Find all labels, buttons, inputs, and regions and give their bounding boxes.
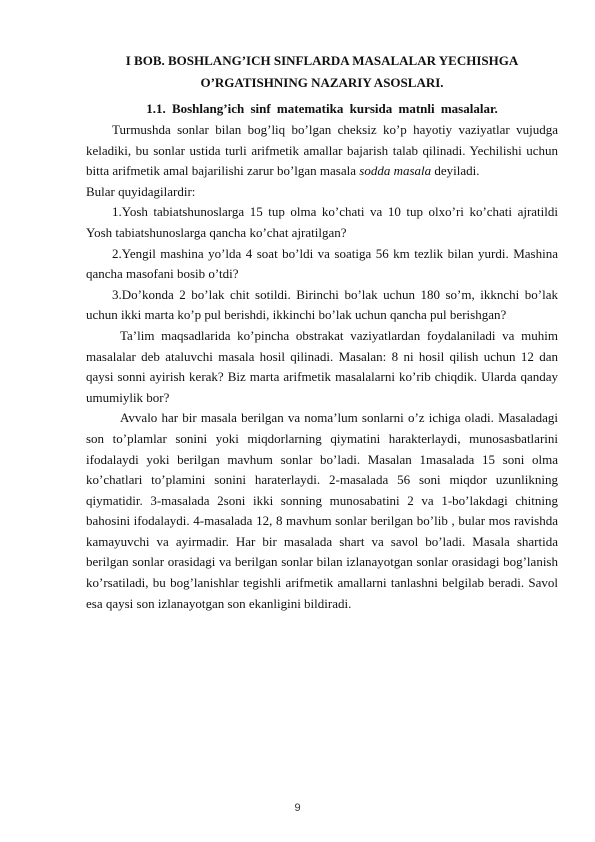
paragraph-abstract-situations: Ta’lim maqsadlarida ko’pincha obstrakat vaziyatlardan foydalaniladi va muhim masalalar deb ataluvchi masala hosil qilinadi. Masalan: 8 ni hosil qilish uchun 12 dan qaysi sonni ayirish kerak? Biz marta arifmetik masalalarni ko’rib chiqdik. Ularda qanday umumiylik bor?: [86, 327, 558, 405]
chapter-title-line1: I BOB. BOSHLANG’ICH SINFLARDA MASALALAR YECHISHGA: [125, 53, 519, 68]
paragraph-intro-text: Turmushda sonlar bilan bog’liq bo’lgan cheksiz ko’p hayotiy vaziyatlar vujudga keladiki, bu sonlar ustida turli arifmetik amallar bajarish talab qilinadi. Yechilishi uchun bitta arifmetik amal bajarilishi zarur bo’lgan masala: [86, 122, 558, 179]
problem-2: 2.Yengil mashina yo’lda 4 soat bo’ldi va soatiga 56 km tezlik bilan yurdi. Mashina qancha masofani bosib o’tdi?: [86, 245, 558, 282]
paragraph-intro: [86, 120, 558, 182]
paragraph-list-intro: Bular quyidagilardir:: [86, 183, 196, 199]
paragraph-intro-end: deyiladi.: [431, 163, 480, 179]
term-sodda-masala: sodda masala: [359, 163, 432, 179]
chapter-title-line2: O’RGATISHNING NAZARIY ASOSLARI.: [200, 75, 444, 90]
problem-1: 1.Yosh tabiatshunoslarga 15 tup olma ko’chati va 10 tup olxo’ri ko’chati ajratildi Yosh tabiatshunoslarga qancha ko’chat ajratilgan?: [86, 204, 558, 240]
section-title: 1.1. Boshlang’ich sinf matematika kursida matnli masalalar.: [146, 101, 498, 116]
document-page: [86, 50, 558, 614]
paragraph-analysis: Avvalo har bir masala berilgan va noma’lum sonlarni o’z ichiga oladi. Masaladagi son to’plamlar sonini yoki miqdorlarning qiymatini harakterlaydi, munosasbatlarini ifodalaydi yoki berilgan mavhum sonlar bo’ladi. Masalan 1masalada 15 soni olma ko’chatlari to’plamini sonini haraterlaydi. 2-masalada 56 soni miqdor uzunlikning qiymatidir. 3-masalada 2soni ikki sonning munosabatini 2 va 1-bo’lakdagi chitning bahosini ifodalaydi. 4-masalada 12, 8 mavhum sonlar berilgan bo’lib , bular mos ravishda kamayuvchi va ayirmadir. Har bir masalada shart va savol bo’ladi. Masala shartida berilgan sonlar orasidagi va berilgan sonlar bilan izlanayotgan sonlar orasidagi bog’lanish ko’rsatiladi, bu bog’lanishlar tegishli arifmetik amallarni tanlashni belgilab beradi. Savol esa qaysi son izlanayotgan son ekanligini bildiradi.: [86, 410, 558, 611]
page-number: 9: [294, 802, 301, 814]
problem-3: 3.Do’konda 2 bo’lak chit sotildi. Birinchi bo’lak uchun 180 so’m, ikknchi bo’lak uchun ikki marta ko’p pul berishdi, ikkinchi bo’lak uchun qancha pul berishgan?: [86, 286, 558, 323]
